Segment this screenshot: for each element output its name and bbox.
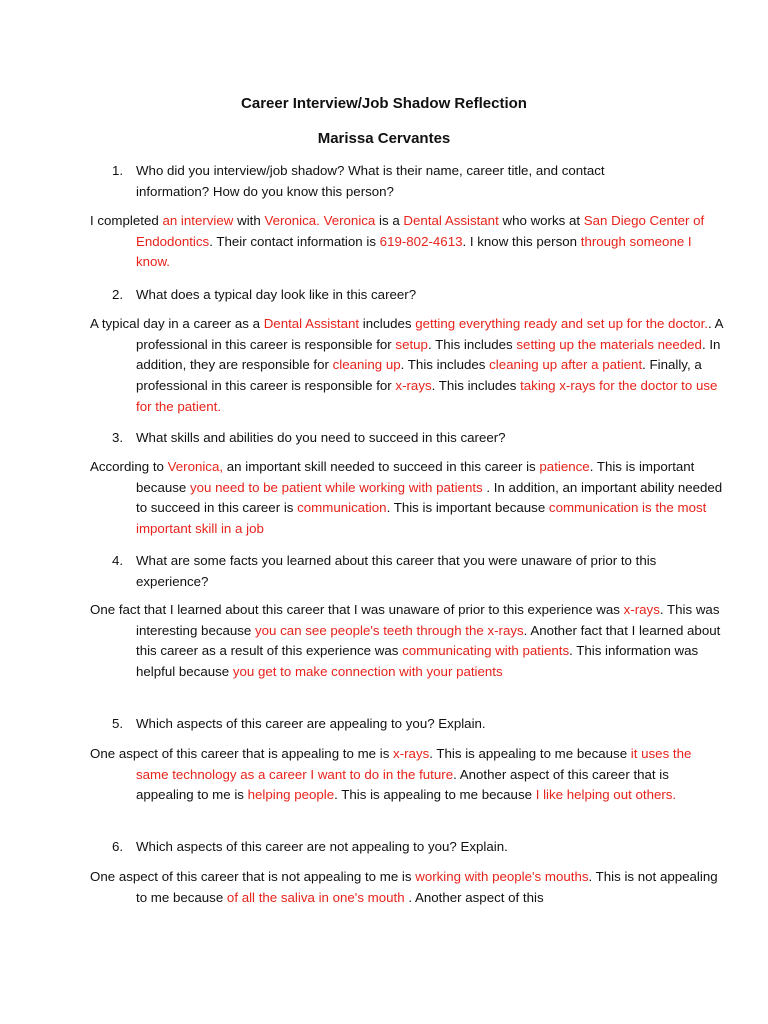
question-2	[112, 284, 672, 305]
author-name: Marissa Cervantes	[317, 130, 451, 147]
highlighted-answer-text: of all the saliva in one's mouth	[226, 889, 405, 905]
highlighted-answer-text: working with people's mouths	[415, 869, 589, 884]
question-text: What does a typical day look like in this career?	[136, 287, 417, 302]
highlighted-answer-text: taking x-rays for the doctor to use for the patient.	[136, 378, 718, 414]
highlighted-answer-text: communicating with patients	[402, 643, 570, 659]
highlighted-answer-text: setting up the materials needed	[516, 336, 702, 352]
answer-text: . This was interesting because	[136, 602, 720, 638]
question-number: 3.	[112, 430, 124, 445]
answer-text: . In addition, an important ability needed to succeed in this career is	[136, 479, 723, 516]
answer-text: . Finally, a professional in this career is responsible for	[136, 357, 702, 394]
highlighted-answer-text: cleaning up	[332, 357, 401, 373]
highlighted-answer-text: you need to be patient while working with patients	[189, 479, 483, 495]
highlighted-answer-text: Dental Assistant	[403, 213, 499, 228]
highlighted-answer-text: through someone I know.	[136, 233, 692, 270]
answer-text: . This is important because	[386, 500, 549, 516]
answer-text: One fact that I learned about this career that I was unaware of prior to this experience was	[90, 602, 624, 617]
highlighted-answer-text: cleaning up after a patient	[489, 357, 643, 373]
answer-text: is a	[375, 213, 404, 228]
answer-text: I completed	[90, 213, 163, 228]
answer-text: includes	[359, 316, 416, 331]
question-text: What skills and abilities do you need to succeed in this career?	[136, 430, 506, 445]
highlighted-answer-text: Veronica. Veronica	[264, 213, 376, 228]
highlighted-answer-text: communication is the most important skill in a job	[136, 500, 707, 537]
answer-text: . Another fact that I learned about this career as a result of this experience was	[136, 622, 721, 659]
answer-3	[90, 457, 726, 540]
highlighted-answer-text: communication	[297, 500, 387, 516]
answer-text: . This includes	[400, 357, 490, 373]
highlighted-answer-text: x-rays	[393, 746, 430, 761]
answer-text: . In addition, they are responsible for	[136, 336, 721, 373]
answer-text: . Another aspect of this career that is appealing to me is	[136, 766, 669, 803]
answer-text: . I know this person	[462, 233, 581, 249]
question-4	[112, 550, 672, 592]
question-number: 2.	[112, 287, 124, 302]
highlighted-answer-text: you get to make connection with your patients	[232, 664, 503, 680]
answer-text: One aspect of this career that is appealing to me is	[90, 746, 394, 761]
answer-text: . This is appealing to me because	[334, 787, 536, 803]
highlighted-answer-text: x-rays	[395, 378, 432, 394]
question-1	[112, 160, 672, 202]
highlighted-answer-text: Veronica,	[167, 459, 224, 474]
highlighted-answer-text: patience	[539, 459, 590, 474]
answer-text: . A professional in this career is responsible for	[136, 316, 723, 352]
question-number: 5.	[112, 716, 124, 731]
highlighted-answer-text: I like helping out others.	[535, 787, 677, 803]
highlighted-answer-text: 619-802-4613	[379, 233, 463, 249]
question-number: 4.	[112, 553, 124, 568]
question-6	[112, 836, 672, 857]
highlighted-answer-text: getting everything ready and set up for the doctor.	[415, 316, 708, 331]
answer-text: . This is not appealing to me because	[136, 869, 718, 905]
question-text: Who did you interview/job shadow? What is their name, career title, and contact information? How do you know this person?	[136, 163, 605, 199]
question-text: Which aspects of this career are appealing to you? Explain.	[136, 716, 486, 731]
answer-text: . This includes	[431, 378, 521, 394]
highlighted-answer-text: San Diego Center of Endodontics	[136, 213, 705, 249]
document-title: Career Interview/Job Shadow Reflection	[241, 95, 527, 112]
question-number: 6.	[112, 839, 124, 854]
question-text: Which aspects of this career are not appealing to you? Explain.	[136, 839, 508, 854]
answer-text: . Their contact information is	[209, 233, 380, 249]
answer-text: an important skill needed to succeed in this career is	[223, 459, 540, 474]
answer-text: One aspect of this career that is not appealing to me is	[90, 869, 416, 884]
answer-text: . This is appealing to me because	[429, 746, 631, 761]
answer-text: . Another aspect of this	[404, 889, 544, 905]
answer-2	[90, 314, 726, 418]
highlighted-answer-text: helping people	[247, 787, 335, 803]
question-5	[112, 713, 672, 734]
answer-5	[90, 744, 726, 806]
answer-text: who works at	[498, 213, 584, 228]
answer-text: A typical day in a career as a	[90, 316, 264, 331]
highlighted-answer-text: setup	[395, 336, 428, 352]
answer-text: with	[233, 213, 265, 228]
answer-4	[90, 600, 726, 683]
answer-1	[90, 211, 726, 273]
question-3	[112, 427, 672, 448]
answer-text: . This is important because	[136, 459, 695, 495]
highlighted-answer-text: you can see people's teeth through the x-rays	[255, 622, 524, 638]
highlighted-answer-text: Dental Assistant	[263, 316, 360, 331]
question-number: 1.	[112, 163, 124, 178]
highlighted-answer-text: it uses the same technology as a career I want to do in the future	[136, 746, 692, 782]
answer-text: . This information was helpful because	[136, 643, 699, 680]
highlighted-answer-text: x-rays	[623, 602, 660, 617]
answer-text: According to	[90, 459, 168, 474]
highlighted-answer-text: an interview	[162, 213, 234, 228]
answer-text: . This includes	[427, 336, 517, 352]
answer-6	[90, 867, 726, 908]
question-text: What are some facts you learned about this career that you were unaware of prior to this experience?	[136, 553, 657, 589]
